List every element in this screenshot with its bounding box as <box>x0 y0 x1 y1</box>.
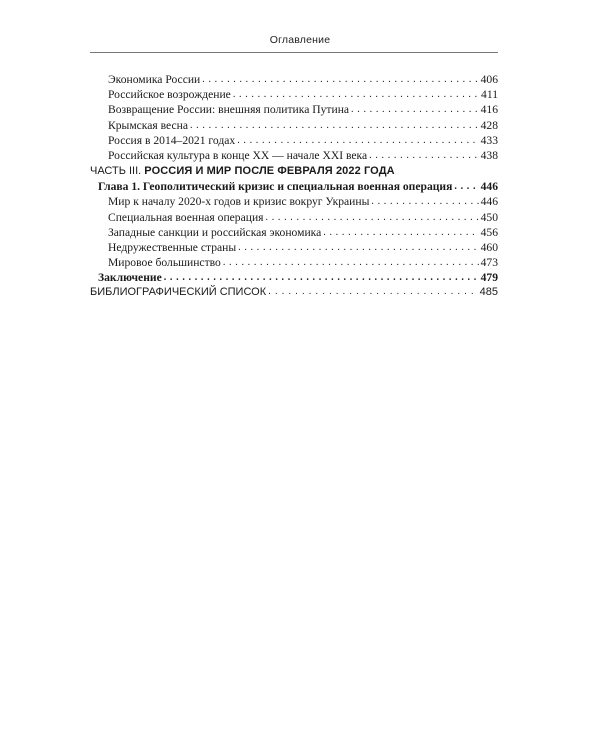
toc-entry-title: Недружественные страны <box>108 240 237 254</box>
toc-entry-title: Российская культура в конце XX — начале XXI века <box>108 148 368 162</box>
toc-entry-title: Российское возрождение <box>108 88 231 102</box>
header-divider <box>90 52 498 53</box>
toc-entry-page: 473 <box>480 256 498 270</box>
toc-entry-title: Возвращение России: внешняя политика Путина <box>108 103 350 117</box>
toc-entry-sanctions[interactable] <box>90 225 498 240</box>
dot-leader <box>223 254 479 270</box>
toc-entry-title: Глава 1. Геополитический кризис и специальная военная операция <box>98 180 453 194</box>
dot-leader <box>266 209 479 225</box>
toc-entry-page: 428 <box>480 118 498 132</box>
dot-leader <box>202 71 478 87</box>
toc-entry-special-operation[interactable] <box>90 210 498 225</box>
toc-entry-page: 446 <box>480 195 498 209</box>
toc-entry-page: 460 <box>480 240 498 254</box>
toc-entry-unfriendly-countries[interactable] <box>90 240 498 255</box>
toc-entry-title: Россия в 2014–2021 годах <box>108 133 236 147</box>
toc-entry-revival[interactable] <box>90 87 498 102</box>
toc-entry-title: БИБЛИОГРАФИЧЕСКИЙ СПИСОК <box>90 286 267 299</box>
toc-part-heading[interactable] <box>90 163 498 179</box>
toc-entry-title: Экономика России <box>108 73 201 86</box>
toc-entry-page: 479 <box>480 271 498 285</box>
toc-entry-title: Специальная военная операция <box>108 210 264 224</box>
dot-leader <box>369 147 478 163</box>
dot-leader <box>351 101 479 117</box>
dot-leader <box>323 224 478 240</box>
dot-leader <box>238 239 478 255</box>
toc-conclusion[interactable] <box>90 270 498 285</box>
toc-entry-russia-2014-2021[interactable] <box>90 133 498 148</box>
dot-leader <box>371 193 478 209</box>
toc-entry-page: 433 <box>480 133 498 147</box>
toc-entry-page: 450 <box>480 210 498 224</box>
toc-entry-title: Западные санкции и российская экономика <box>108 225 322 239</box>
toc-chapter-1[interactable] <box>90 179 498 194</box>
toc-entry-page: 416 <box>480 103 498 117</box>
toc-entry-page: 411 <box>481 88 498 102</box>
table-of-contents <box>90 72 498 301</box>
toc-bibliography[interactable] <box>90 285 498 300</box>
toc-entry-world-majority[interactable] <box>90 255 498 270</box>
dot-leader <box>454 178 478 194</box>
dot-leader <box>233 86 479 102</box>
toc-entry-crimean-spring[interactable] <box>90 118 498 133</box>
toc-entry-title: Крымская весна <box>108 118 188 132</box>
toc-entry-page: 446 <box>480 180 498 194</box>
toc-entry-page: 438 <box>480 148 498 162</box>
page-header-title: Оглавление <box>269 34 331 46</box>
toc-entry-page: 456 <box>480 225 498 239</box>
toc-entry-economy[interactable] <box>90 72 498 87</box>
toc-entry-title: Мир к началу 2020-х годов и кризис вокруг Украины <box>108 195 370 209</box>
part-number: ЧАСТЬ III. <box>90 165 142 178</box>
toc-entry-foreign-policy[interactable] <box>90 102 498 117</box>
toc-entry-title: Мировое большинство <box>108 256 221 270</box>
toc-entry-page: 406 <box>480 73 498 86</box>
toc-entry-page: 485 <box>479 286 498 299</box>
toc-entry-world-2020s[interactable] <box>90 194 498 209</box>
dot-leader <box>237 132 478 148</box>
dot-leader <box>190 117 479 133</box>
dot-leader <box>164 269 479 285</box>
toc-entry-culture[interactable] <box>90 148 498 163</box>
dot-leader <box>268 284 478 299</box>
toc-entry-title: Заключение <box>98 271 162 285</box>
part-title: РОССИЯ И МИР ПОСЛЕ ФЕВРАЛЯ 2022 ГОДА <box>144 165 395 178</box>
